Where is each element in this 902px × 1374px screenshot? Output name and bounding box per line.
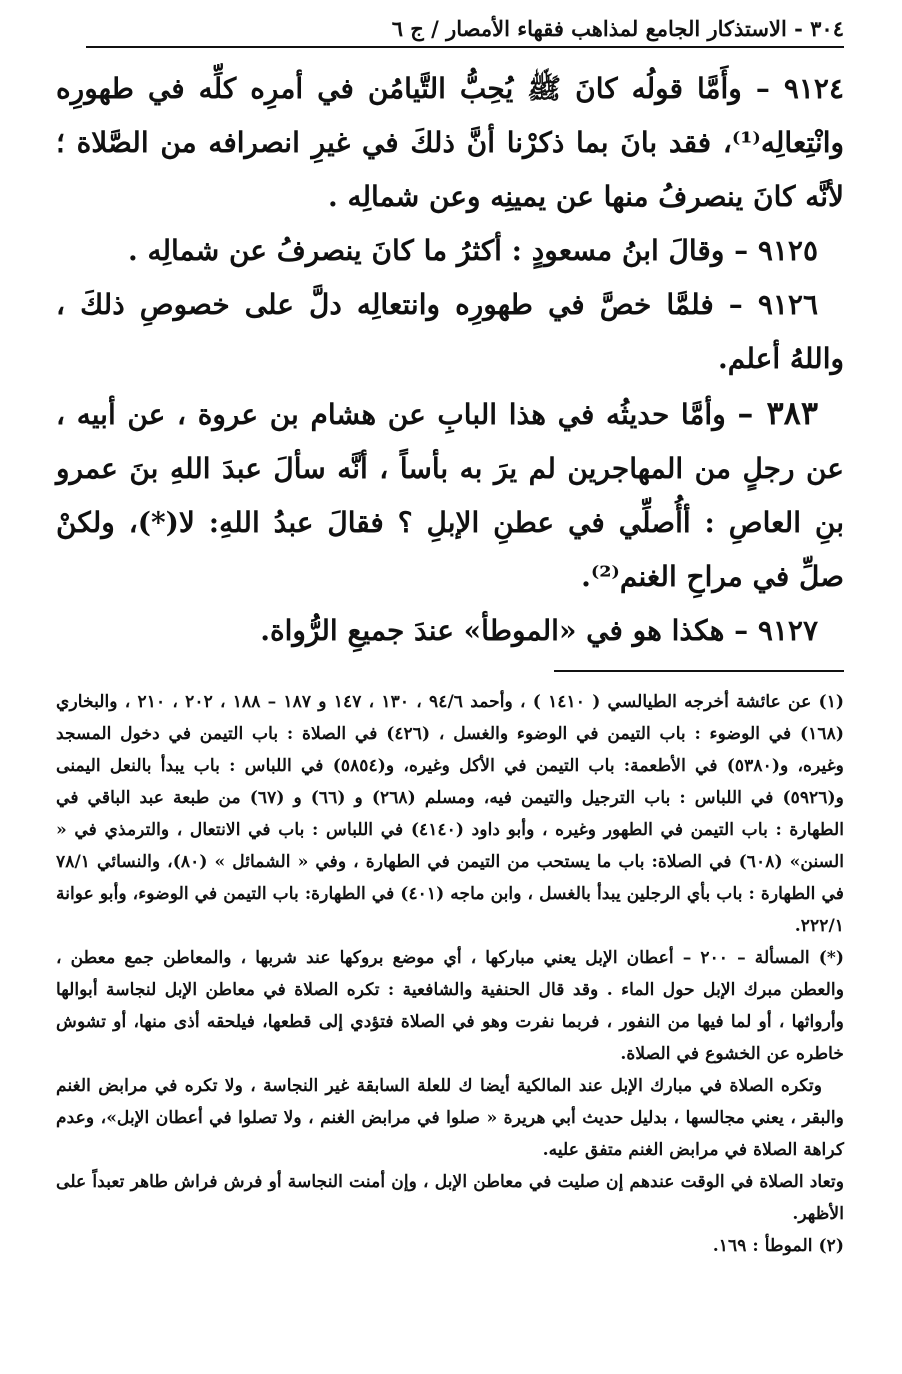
book-page [56, 14, 844, 1262]
paragraph-text: هكذا هو في «الموطأ» عندَ جميعِ الرُّواة. [260, 614, 735, 647]
paragraph-text: وقالَ ابنُ مسعودٍ : أكثرُ ما كانَ ينصرفُ عن شمالِه . [127, 234, 735, 267]
footnote-star: (*) المسألة – ٢٠٠ – أعطان الإبل يعني مباركها ، أي موضع بروكها عند شربها ، والمعاطن جمع معطن ، والعطن مبرك الإبل حول الماء . وقد قال الحنفية والشافعية : تكره الصلاة في معاطن الإبل لنجاسة أبوالها وأرواثها ، أو لما فيها من النفور ، فربما نفرت وهو في الصلاة فتؤدي إلى قطعها، فيلحقه أذى منها، أو تشوش خاطره عن الخشوع في الصلاة. [56, 948, 844, 1064]
paragraph-9125 [56, 224, 844, 278]
paragraph-383 [56, 386, 844, 604]
footnote-2: (٢) الموطأ : ١٦٩. [712, 1236, 844, 1256]
paragraph-9127 [56, 604, 844, 658]
footnote-star-continued: وتعاد الصلاة في الوقت عندهم إن صليت في معاطن الإبل ، وإن أمنت النجاسة أو فرش فراش طاهر تعبداً على الأظهر. [56, 1172, 844, 1224]
paragraph-number: ٣٨٣ – [737, 394, 818, 432]
paragraph-text: وأَمَّا قولُه كانَ ﷺ يُحِبُّ التَّيامُن في أمرِه كلِّه في طهورِه وانْتِعالِه⁽¹⁾، فقد بانَ بما ذكرْنا أنَّ ذلكَ في غيرِ انصرافه من الصَّلاة ؛ لأنَّه كانَ ينصرفُ منها عن يمينِه وعن شمالِه . [56, 72, 844, 213]
paragraph-text: وأمَّا حديثُه في هذا البابِ عن هشام بن عروة ، عن أبيه ، عن رجلٍ من المهاجرين لم يرَ به بأساً ، أنَّه سألَ عبدَ اللهِ بنَ عمرو بنِ العاصِ : أأُصلِّي في عطنِ الإبلِ ؟ فقالَ عبدُ اللهِ: لا(*)، ولكنْ صلِّ في مراحِ الغنم⁽²⁾. [56, 398, 844, 593]
paragraph-number: ٩١٢٦ – [728, 288, 818, 321]
footnote-1: (١) عن عائشة أخرجه الطيالسي ( ١٤١٠ ) ، وأحمد ٩٤/٦ ، ١٣٠ ، ١٤٧ و ١٨٧ – ١٨٨ ، ٢٠٢ ، ٢١٠ ، والبخاري (١٦٨) في الوضوء : باب التيمن في الوضوء والغسل ، (٤٢٦) في الصلاة : باب التيمن في دخول المسجد وغيره، و(٥٣٨٠) في الأطعمة: باب التيمن في الأكل وغيره، و(٥٨٥٤) في اللباس : باب يبدأ بالنعل اليمنى و(٥٩٢٦) في اللباس : باب الترجيل والتيمن فيه، ومسلم (٢٦٨) و (٦٦) و (٦٧) من طبعة عبد الباقي في الطهارة : باب التيمن في الطهور وغيره ، وأبو داود (٤١٤٠) في اللباس : باب في الانتعال ، والترمذي في « السنن» (٦٠٨) في الصلاة: باب ما يستحب من التيمن في الطهارة ، وفي « الشمائل » (٨٠)، والنسائي ٧٨/١ في الطهارة : باب بأي الرجلين يبدأ بالغسل ، وابن ماجه (٤٠١) في الطهارة: باب التيمن في الوضوء، وأبو عوانة ٢٢٢/١. [56, 692, 845, 936]
paragraph-9126 [56, 278, 844, 386]
main-text [56, 62, 844, 658]
paragraph-text: فلمَّا خصَّ في طهورِه وانتعالِه دلَّ على خصوصِ ذلكَ ، واللهُ أعلم. [56, 288, 844, 375]
footnotes [56, 686, 844, 1262]
header-rule [86, 46, 844, 48]
paragraph-number: ٩١٢٧ – [734, 614, 818, 647]
paragraph-9124 [56, 62, 844, 224]
paragraph-number: ٩١٢٤ – [755, 72, 844, 105]
paragraph-number: ٩١٢٥ – [734, 234, 818, 267]
running-header: ٣٠٤ - الاستذكار الجامع لمذاهب فقهاء الأمصار / ج ٦ [391, 16, 844, 41]
footnote-star-continued: وتكره الصلاة في مبارك الإبل عند المالكية أيضا ك للعلة السابقة غير النجاسة ، ولا تكره في مرابض الغنم والبقر ، يعني مجالسها ، بدليل حديث أبي هريرة « صلوا في مرابض الغنم ، ولا تصلوا في أعطان الإبل»، وعدم كراهة الصلاة في مرابض الغنم متفق عليه. [56, 1076, 844, 1160]
footnote-rule [554, 670, 844, 672]
